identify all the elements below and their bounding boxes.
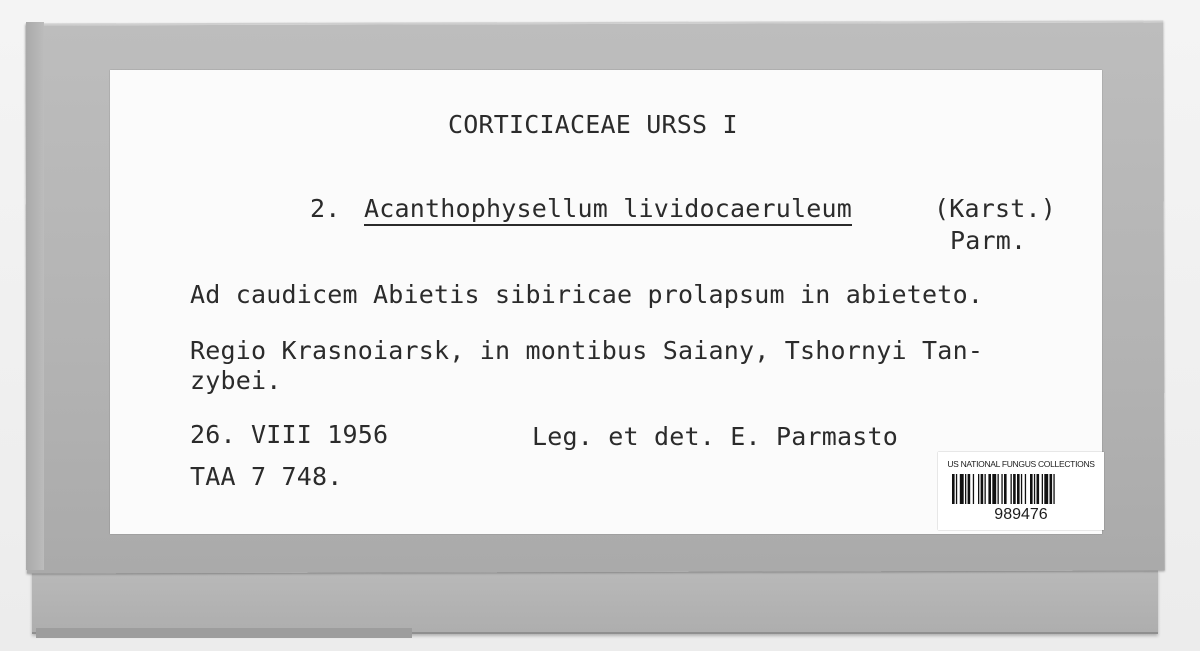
packet-tab bbox=[36, 628, 412, 638]
author-citation-line1: (Karst.) bbox=[934, 194, 1057, 223]
collection-date: 26. VIII 1956 bbox=[190, 420, 389, 449]
locality-line2: zybei. bbox=[190, 366, 282, 395]
accession-number: TAA 7 748. bbox=[190, 462, 343, 491]
barcode-sticker bbox=[938, 452, 1104, 530]
packet-edge bbox=[26, 22, 44, 570]
barcode-icon bbox=[952, 474, 1090, 504]
specimen-number: 2. bbox=[310, 194, 341, 223]
author-citation-line2: Parm. bbox=[950, 226, 1027, 255]
barcode-caption: US NATIONAL FUNGUS COLLECTIONS bbox=[947, 459, 1095, 469]
habitat-text: Ad caudicem Abietis sibiricae prolapsum in abieteto. bbox=[190, 280, 984, 309]
species-name: Acanthophysellum lividocaeruleum bbox=[364, 194, 852, 226]
locality-line1: Regio Krasnoiarsk, in montibus Saiany, Tshornyi Tan- bbox=[190, 336, 984, 365]
label-title: CORTICIACEAE URSS I bbox=[448, 110, 738, 139]
packet-lower-flap bbox=[32, 570, 1158, 634]
barcode-number: 989476 bbox=[994, 506, 1048, 523]
collector-text: Leg. et det. E. Parmasto bbox=[532, 422, 899, 451]
